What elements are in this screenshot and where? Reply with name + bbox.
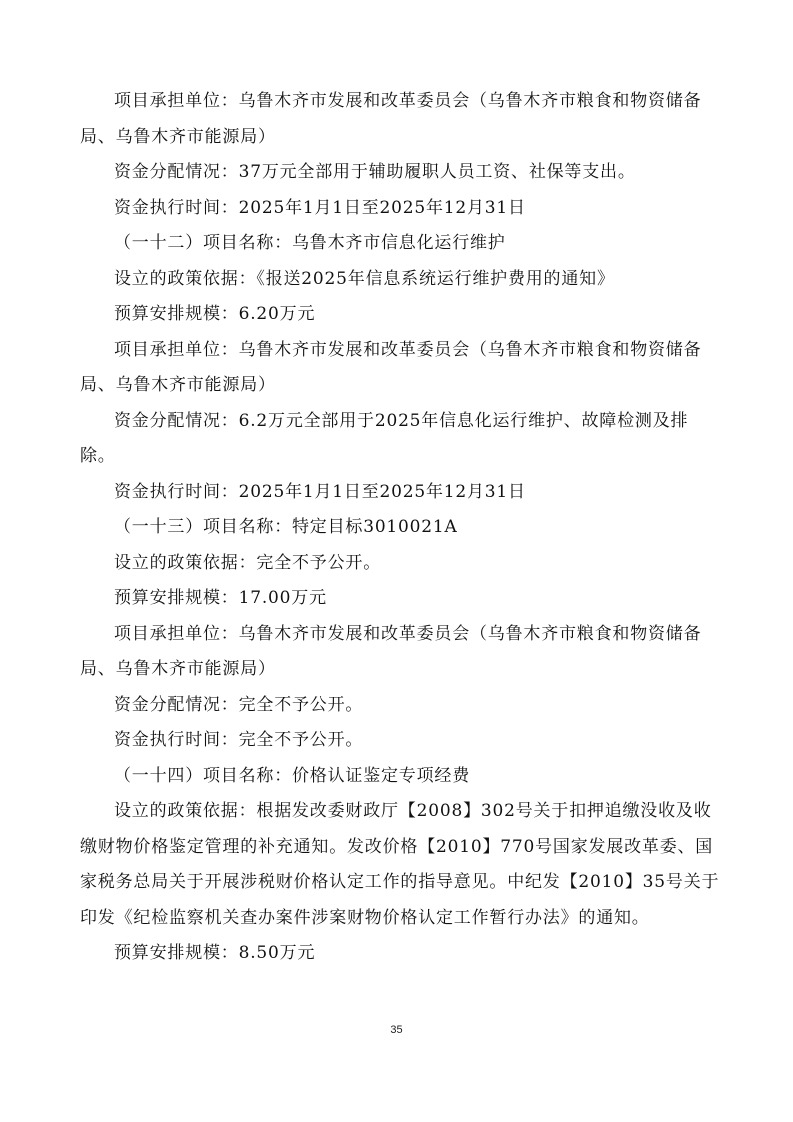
paragraph-budget-scale-13: 预算安排规模：17.00万元 (114, 588, 327, 608)
paragraph-execution-time-1: 资金执行时间：2025年1月1日至2025年12月31日 (114, 197, 526, 218)
section-heading-13: （一十三）项目名称：特定目标3010021A (114, 517, 458, 537)
paragraph-execution-time-12: 资金执行时间：2025年1月1日至2025年12月31日 (114, 481, 526, 502)
paragraph-fund-allocation-13: 资金分配情况：完全不予公开。 (114, 694, 364, 715)
section-heading-14: （一十四）项目名称：价格认证鉴定专项经费 (114, 765, 470, 786)
paragraph-undertaking-unit-13: 项目承担单位：乌鲁木齐市发展和改革委员会（乌鲁木齐市粮食和物资储备局、乌鲁木齐市能源局） (80, 623, 702, 679)
section-heading-12: （一十二）项目名称：乌鲁木齐市信息化运行维护 (114, 233, 506, 253)
paragraph-fund-allocation-12: 资金分配情况：6.2万元全部用于2025年信息化运行维护、故障检测及排除。 (80, 410, 689, 466)
paragraph-undertaking-unit-12: 项目承担单位：乌鲁木齐市发展和改革委员会（乌鲁木齐市粮食和物资储备局、乌鲁木齐市能源局） (80, 339, 702, 395)
paragraph-fund-allocation-1: 资金分配情况：37万元全部用于辅助履职人员工资、社保等支出。 (114, 162, 636, 182)
paragraph-undertaking-unit-1: 项目承担单位：乌鲁木齐市发展和改革委员会（乌鲁木齐市粮食和物资储备局、乌鲁木齐市能源局） (80, 91, 702, 147)
paragraph-policy-basis-12: 设立的政策依据：《报送2025年信息系统运行维护费用的通知》 (114, 268, 615, 289)
paragraph-budget-scale-14: 预算安排规模：8.50万元 (114, 943, 316, 963)
paragraph-budget-scale-12: 预算安排规模：6.20万元 (114, 304, 316, 324)
document-body (80, 84, 720, 972)
paragraph-execution-time-13: 资金执行时间：完全不予公开。 (114, 730, 364, 750)
paragraph-policy-basis-13: 设立的政策依据：完全不予公开。 (114, 552, 381, 573)
paragraph-policy-basis-14: 设立的政策依据：根据发改委财政厅【2008】302号关于扣押追缴没收及收缴财物价格鉴定管理的补充通知。发改价格【2010】770号国家发展改革委、国家税务总局关于开展涉税财价格认定工作的指导意见。中纪发【2010】35号关于印发《纪检监察机关查办案件涉案财物价格认定工作暂行办法》的通知。 (80, 801, 720, 928)
page-number: 35 (390, 1024, 403, 1036)
